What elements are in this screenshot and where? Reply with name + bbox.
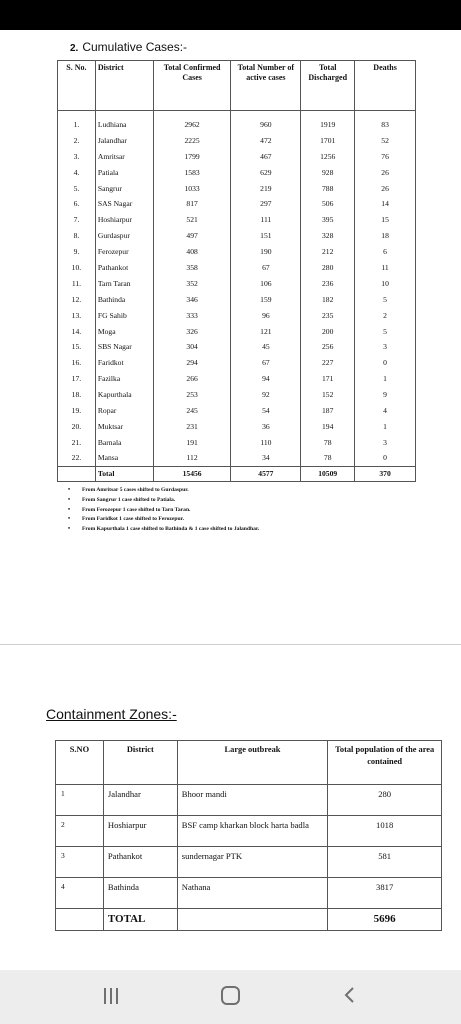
- cell-sno: 10.: [58, 260, 96, 276]
- cell-active: 67: [231, 355, 301, 371]
- total-label: Total: [95, 466, 153, 481]
- cell-active: 159: [231, 291, 301, 307]
- cell-district: Moga: [95, 323, 153, 339]
- col-header-active: Total Number of active cases: [231, 61, 301, 111]
- cell-discharged: 1919: [301, 117, 355, 133]
- cell-sno: 4.: [58, 164, 96, 180]
- cell-deaths: 18: [355, 228, 416, 244]
- cell-population: 280: [328, 785, 442, 816]
- table-row: [56, 847, 442, 878]
- cell-outbreak: Nathana: [177, 878, 328, 909]
- status-bar: [0, 0, 461, 30]
- cell-confirmed: 326: [153, 323, 231, 339]
- cell-sno: 3: [56, 847, 104, 878]
- cell-active: 36: [231, 418, 301, 434]
- cell-active: 110: [231, 434, 301, 450]
- cell-discharged: 227: [301, 355, 355, 371]
- cell-sno: 19.: [58, 403, 96, 419]
- cell-sno: 2.: [58, 132, 96, 148]
- cell-population: 581: [328, 847, 442, 878]
- section-heading: [70, 40, 187, 54]
- cell-confirmed: 294: [153, 355, 231, 371]
- total-row: [58, 466, 416, 481]
- cell-outbreak: BSF camp kharkan block harta badla: [177, 816, 328, 847]
- cell-confirmed: 2225: [153, 132, 231, 148]
- page-divider: [0, 644, 461, 645]
- cell-district: Ludhiana: [95, 117, 153, 133]
- table-row: [56, 878, 442, 909]
- cell-discharged: 395: [301, 212, 355, 228]
- containment-zones-table: [55, 740, 442, 931]
- col-header-district: District: [95, 61, 153, 111]
- table-row: [58, 148, 416, 164]
- cell-deaths: 3: [355, 434, 416, 450]
- cell-active: 96: [231, 307, 301, 323]
- cell-deaths: 14: [355, 196, 416, 212]
- col-header-deaths: Deaths: [355, 61, 416, 111]
- total-deaths: 370: [355, 466, 416, 481]
- cell-confirmed: 2962: [153, 117, 231, 133]
- cell-district: Gurdaspur: [95, 228, 153, 244]
- cell-active: 297: [231, 196, 301, 212]
- cell-active: 34: [231, 450, 301, 466]
- table-row: [58, 418, 416, 434]
- cell-sno: 1.: [58, 117, 96, 133]
- total-row: [56, 909, 442, 931]
- cell-confirmed: 191: [153, 434, 231, 450]
- cell-deaths: 5: [355, 291, 416, 307]
- cell-district: Ferozepur: [95, 244, 153, 260]
- cell-district: Ropar: [95, 403, 153, 419]
- cell-district: Barnala: [95, 434, 153, 450]
- home-icon[interactable]: [221, 986, 240, 1005]
- cell-discharged: 78: [301, 450, 355, 466]
- table-row: [58, 291, 416, 307]
- col-header-sno: S. No.: [58, 61, 96, 111]
- cell-confirmed: 497: [153, 228, 231, 244]
- note-item: • From Faridkot 1 case shifted to Ferozepur.: [68, 515, 259, 525]
- table-row: [58, 371, 416, 387]
- total-population: 5696: [328, 909, 442, 931]
- cell-discharged: 1256: [301, 148, 355, 164]
- cell-active: 106: [231, 275, 301, 291]
- cumulative-cases-table: [57, 60, 416, 482]
- col-header-discharged: Total Discharged: [301, 61, 355, 111]
- cell-discharged: 78: [301, 434, 355, 450]
- cell-deaths: 2: [355, 307, 416, 323]
- cell-discharged: 235: [301, 307, 355, 323]
- table-row: [58, 244, 416, 260]
- col-header-sno: S.NO: [56, 741, 104, 785]
- table-header-row: [58, 61, 416, 111]
- total-discharged: 10509: [301, 466, 355, 481]
- cell-deaths: 3: [355, 339, 416, 355]
- table-row: [58, 434, 416, 450]
- cell-discharged: 200: [301, 323, 355, 339]
- cell-discharged: 171: [301, 371, 355, 387]
- cell-active: 54: [231, 403, 301, 419]
- cell-confirmed: 266: [153, 371, 231, 387]
- table-row: [58, 164, 416, 180]
- cell-district: SAS Nagar: [95, 196, 153, 212]
- cell-deaths: 15: [355, 212, 416, 228]
- cell-district: Pathankot: [103, 847, 177, 878]
- cell-sno: 9.: [58, 244, 96, 260]
- cell-sno: 17.: [58, 371, 96, 387]
- cell-district: Pathankot: [95, 260, 153, 276]
- cell-deaths: 0: [355, 450, 416, 466]
- table-row: [58, 307, 416, 323]
- cell-district: Tarn Taran: [95, 275, 153, 291]
- cell-confirmed: 245: [153, 403, 231, 419]
- cell-confirmed: 358: [153, 260, 231, 276]
- cell-sno: 4: [56, 878, 104, 909]
- table-row: [58, 228, 416, 244]
- cell-active: 67: [231, 260, 301, 276]
- cell-deaths: 1: [355, 418, 416, 434]
- cell-deaths: 26: [355, 180, 416, 196]
- cell-confirmed: 231: [153, 418, 231, 434]
- cell-district: Mansa: [95, 450, 153, 466]
- cell-sno: 15.: [58, 339, 96, 355]
- cell-discharged: 506: [301, 196, 355, 212]
- cell-discharged: 256: [301, 339, 355, 355]
- cell-district: Faridkot: [95, 355, 153, 371]
- cell-deaths: 11: [355, 260, 416, 276]
- cell-deaths: 76: [355, 148, 416, 164]
- cell-active: 94: [231, 371, 301, 387]
- cell-outbreak: sundernagar PTK: [177, 847, 328, 878]
- cell-confirmed: 1583: [153, 164, 231, 180]
- cell-confirmed: 346: [153, 291, 231, 307]
- cell-district: Bathinda: [95, 291, 153, 307]
- table-row: [58, 212, 416, 228]
- col-header-confirmed: Total Confirmed Cases: [153, 61, 231, 111]
- table-row: [58, 387, 416, 403]
- cell-sno: 3.: [58, 148, 96, 164]
- table-row: [58, 275, 416, 291]
- cell-population: 1018: [328, 816, 442, 847]
- cell-district: Patiala: [95, 164, 153, 180]
- cell-sno: 14.: [58, 323, 96, 339]
- table-row: [58, 355, 416, 371]
- cell-discharged: 236: [301, 275, 355, 291]
- col-header-outbreak: Large outbreak: [177, 741, 328, 785]
- cell-deaths: 0: [355, 355, 416, 371]
- cell-district: Bathinda: [103, 878, 177, 909]
- cell-deaths: 83: [355, 117, 416, 133]
- cell-discharged: 187: [301, 403, 355, 419]
- cell-deaths: 4: [355, 403, 416, 419]
- cell-district: Jalandhar: [95, 132, 153, 148]
- total-label: TOTAL: [103, 909, 177, 931]
- cell-active: 472: [231, 132, 301, 148]
- total-active: 4577: [231, 466, 301, 481]
- cell-district: Hoshiarpur: [95, 212, 153, 228]
- col-header-population: Total population of the area contained: [328, 741, 442, 785]
- cell-sno: 16.: [58, 355, 96, 371]
- cell-sno: 11.: [58, 275, 96, 291]
- cell-active: 151: [231, 228, 301, 244]
- cell-confirmed: 304: [153, 339, 231, 355]
- cell-active: 45: [231, 339, 301, 355]
- cell-confirmed: 521: [153, 212, 231, 228]
- table-row: [58, 339, 416, 355]
- cell-district: SBS Nagar: [95, 339, 153, 355]
- cell-active: 467: [231, 148, 301, 164]
- cell-confirmed: 817: [153, 196, 231, 212]
- table-row: [58, 117, 416, 133]
- cell-sno: 7.: [58, 212, 96, 228]
- cell-discharged: 152: [301, 387, 355, 403]
- cell-deaths: 6: [355, 244, 416, 260]
- table-row: [56, 816, 442, 847]
- cell-sno: 6.: [58, 196, 96, 212]
- cell-discharged: 194: [301, 418, 355, 434]
- recent-apps-icon[interactable]: [104, 988, 118, 1004]
- cell-sno: 22.: [58, 450, 96, 466]
- cell-confirmed: 408: [153, 244, 231, 260]
- cell-confirmed: 1799: [153, 148, 231, 164]
- table-row: [58, 196, 416, 212]
- cell-sno: 2: [56, 816, 104, 847]
- cell-active: 629: [231, 164, 301, 180]
- cell-confirmed: 333: [153, 307, 231, 323]
- note-item: • From Amritsar 5 cases shifted to Gurdaspur.: [68, 486, 259, 496]
- total-confirmed: 15456: [153, 466, 231, 481]
- cell-discharged: 788: [301, 180, 355, 196]
- table-header-row: [56, 741, 442, 785]
- cell-active: 190: [231, 244, 301, 260]
- cell-active: 92: [231, 387, 301, 403]
- cell-deaths: 52: [355, 132, 416, 148]
- section-number: 2.: [70, 43, 79, 54]
- cell-sno: 8.: [58, 228, 96, 244]
- note-item: • From Kapurthala 1 case shifted to Bathinda & 1 case shifted to Jalandhar.: [68, 525, 259, 535]
- cell-district: FG Sahib: [95, 307, 153, 323]
- cell-sno: 5.: [58, 180, 96, 196]
- cell-active: 111: [231, 212, 301, 228]
- cell-district: Muktsar: [95, 418, 153, 434]
- cell-active: 219: [231, 180, 301, 196]
- cell-sno: [56, 909, 104, 931]
- cell-district: Jalandhar: [103, 785, 177, 816]
- cell-discharged: 928: [301, 164, 355, 180]
- cell-discharged: 182: [301, 291, 355, 307]
- cell-sno: 1: [56, 785, 104, 816]
- cell-discharged: 280: [301, 260, 355, 276]
- cell-deaths: 26: [355, 164, 416, 180]
- table-row: [58, 323, 416, 339]
- cell-discharged: 328: [301, 228, 355, 244]
- cell-active: 121: [231, 323, 301, 339]
- cell-deaths: 9: [355, 387, 416, 403]
- note-item: • From Ferozepur 1 case shifted to Tarn Taran.: [68, 506, 259, 516]
- cell-sno: 13.: [58, 307, 96, 323]
- cell-discharged: 212: [301, 244, 355, 260]
- cell-active: 960: [231, 117, 301, 133]
- cell-district: Fazilka: [95, 371, 153, 387]
- notes-list: [68, 486, 259, 535]
- cell-outbreak: [177, 909, 328, 931]
- table-row: [58, 260, 416, 276]
- cell-confirmed: 253: [153, 387, 231, 403]
- table-row: [56, 785, 442, 816]
- table-row: [58, 450, 416, 466]
- cell-confirmed: 112: [153, 450, 231, 466]
- back-icon[interactable]: [342, 986, 358, 1004]
- cell-deaths: 5: [355, 323, 416, 339]
- cell-district: Sangrur: [95, 180, 153, 196]
- cell-district: Amritsar: [95, 148, 153, 164]
- cell-confirmed: 352: [153, 275, 231, 291]
- cell-district: Kapurthala: [95, 387, 153, 403]
- note-item: • From Sangrur 1 case shifted to Patiala.: [68, 496, 259, 506]
- cell-population: 3817: [328, 878, 442, 909]
- cell-sno: 12.: [58, 291, 96, 307]
- cell-deaths: 10: [355, 275, 416, 291]
- containment-zones-title: Containment Zones:-: [46, 706, 177, 722]
- cell-sno: 21.: [58, 434, 96, 450]
- cell-confirmed: 1033: [153, 180, 231, 196]
- table-row: [58, 180, 416, 196]
- cell-sno: [58, 466, 96, 481]
- cell-deaths: 1: [355, 371, 416, 387]
- cell-outbreak: Bhoor mandi: [177, 785, 328, 816]
- cell-sno: 18.: [58, 387, 96, 403]
- cell-sno: 20.: [58, 418, 96, 434]
- cell-discharged: 1701: [301, 132, 355, 148]
- section-title: Cumulative Cases:-: [82, 40, 188, 54]
- table-row: [58, 403, 416, 419]
- cell-district: Hoshiarpur: [103, 816, 177, 847]
- col-header-district: District: [103, 741, 177, 785]
- table-row: [58, 132, 416, 148]
